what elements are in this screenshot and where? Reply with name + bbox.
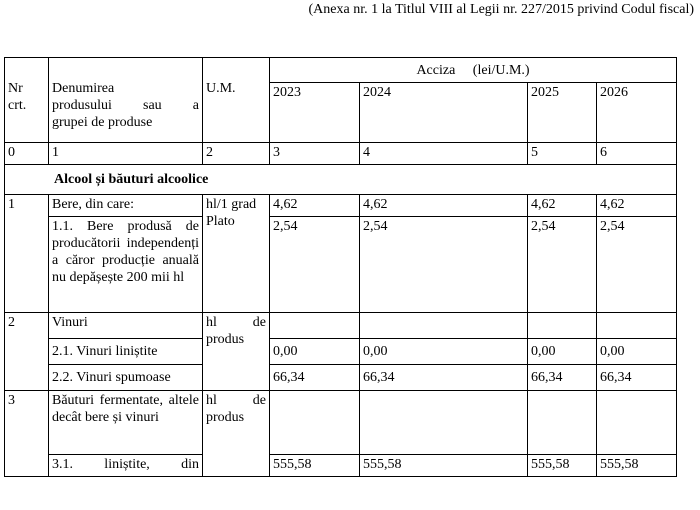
header-denumire-line1: Denumirea — [52, 81, 115, 96]
row-um — [203, 195, 270, 313]
header-nr-line2: crt. — [8, 98, 27, 113]
row-value: 555,58 — [597, 455, 677, 477]
row-value: 4,62 — [597, 195, 677, 217]
row-um-line1 — [206, 314, 266, 331]
row-um-line2: Plato — [206, 214, 235, 229]
annex-note: (Anexa nr. 1 la Titlul VIII al Legii nr. 227/2015 privind Codul fiscal) — [308, 2, 694, 17]
row-value: 66,34 — [360, 365, 528, 391]
header-um: U.M. — [203, 58, 270, 143]
row-value: 2,54 — [597, 217, 677, 313]
table-row — [5, 365, 677, 391]
row-um — [203, 391, 270, 477]
index-row — [5, 143, 677, 165]
row-value — [270, 391, 360, 455]
row-um — [203, 313, 270, 391]
row-value — [528, 391, 597, 455]
row-um-word-hl: hl — [206, 393, 217, 408]
header-denumire-word-a: a — [192, 98, 199, 113]
header-year-2023: 2023 — [270, 83, 360, 143]
index-cell: 1 — [49, 143, 203, 165]
row-name: 2.2. Vinuri spumoase — [49, 365, 203, 391]
row-value: 4,62 — [528, 195, 597, 217]
section-title — [5, 165, 677, 195]
header-row-1 — [5, 58, 677, 83]
table-row — [5, 455, 677, 477]
row-um-line2: produs — [206, 410, 245, 425]
header-nr-line1: Nr — [8, 81, 23, 96]
table-row — [5, 195, 677, 217]
row-value: 555,58 — [270, 455, 360, 477]
row-value: 0,00 — [528, 339, 597, 365]
row-name: Băuturi fermentate, altele decât bere și vinuri — [49, 391, 203, 455]
row-um-line1: hl/1 grad — [206, 197, 257, 212]
index-cell: 0 — [5, 143, 49, 165]
header-denumire-line2 — [52, 97, 199, 114]
row-um-word-de: de — [252, 315, 266, 330]
row-value: 2,54 — [528, 217, 597, 313]
row-um-line2: produs — [206, 332, 245, 347]
row-name: 3.1. liniștite, din — [49, 455, 203, 477]
section-title-text: Alcool și băuturi alcoolice — [54, 172, 209, 187]
table-row — [5, 391, 677, 455]
row-value: 0,00 — [270, 339, 360, 365]
row-value: 66,34 — [528, 365, 597, 391]
row-name: Bere, din care: — [49, 195, 203, 217]
index-cell: 2 — [203, 143, 270, 165]
header-year-2025: 2025 — [528, 83, 597, 143]
row-value — [597, 313, 677, 339]
header-nr-crt — [5, 58, 49, 143]
header-acciza-unit: (lei/U.M.) — [472, 62, 530, 78]
row-value: 0,00 — [597, 339, 677, 365]
row-value: 0,00 — [360, 339, 528, 365]
index-cell: 6 — [597, 143, 677, 165]
header-year-2026: 2026 — [597, 83, 677, 143]
index-cell: 4 — [360, 143, 528, 165]
table-row — [5, 339, 677, 365]
row-value: 66,34 — [270, 365, 360, 391]
row-value — [360, 391, 528, 455]
row-name: Vinuri — [49, 313, 203, 339]
row-value: 4,62 — [360, 195, 528, 217]
row-value: 2,54 — [360, 217, 528, 313]
row-value: 555,58 — [360, 455, 528, 477]
row-value: 66,34 — [597, 365, 677, 391]
header-acciza-label: Acciza — [416, 62, 456, 78]
index-cell: 5 — [528, 143, 597, 165]
table-row — [5, 217, 677, 313]
row-um-line1 — [206, 392, 266, 409]
row-name: 2.1. Vinuri liniștite — [49, 339, 203, 365]
row-value: 555,58 — [528, 455, 597, 477]
header-acciza — [270, 58, 677, 83]
row-value: 2,54 — [270, 217, 360, 313]
excise-table — [4, 57, 677, 477]
index-cell: 3 — [270, 143, 360, 165]
section-row — [5, 165, 677, 195]
row-value — [597, 391, 677, 455]
row-name: 1.1. Bere produsă de producătorii independenți a căror producție anuală nu depășește 200 mii hl — [49, 217, 203, 313]
row-value: 4,62 — [270, 195, 360, 217]
row-value — [270, 313, 360, 339]
row-um-word-de: de — [252, 393, 266, 408]
row-nr: 1 — [5, 195, 49, 313]
header-denumire-word-produsului: produsului — [52, 98, 112, 113]
header-year-2024: 2024 — [360, 83, 528, 143]
table-row — [5, 313, 677, 339]
header-denumire-line3: grupei de produse — [52, 115, 153, 130]
row-nr: 2 — [5, 313, 49, 391]
row-value — [360, 313, 528, 339]
header-denumire-word-sau: sau — [143, 98, 162, 113]
row-um-word-hl: hl — [206, 315, 217, 330]
row-value — [528, 313, 597, 339]
row-nr: 3 — [5, 391, 49, 477]
header-denumire — [49, 58, 203, 143]
